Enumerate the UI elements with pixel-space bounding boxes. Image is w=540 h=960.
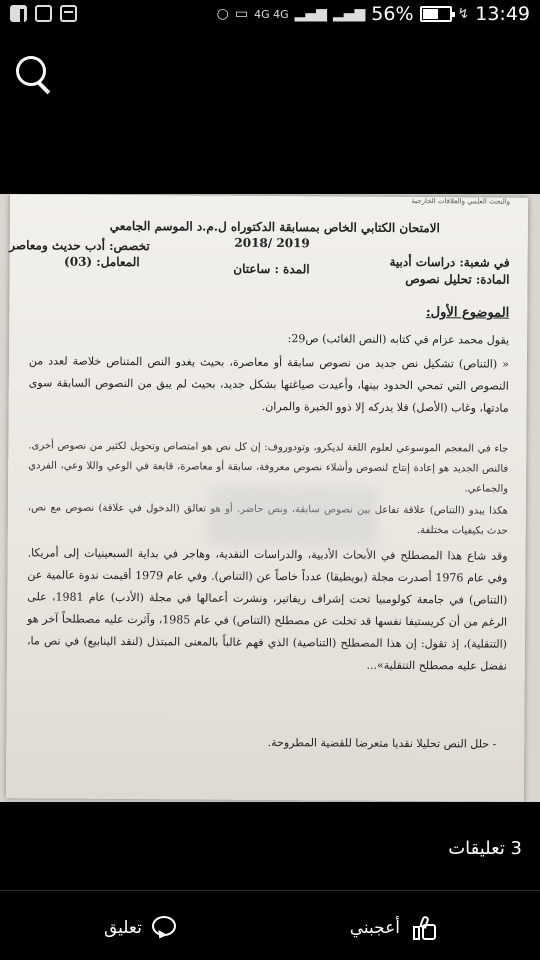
topic-heading: الموضوع الأول: <box>425 305 510 321</box>
comment-label: تعليق <box>104 918 142 938</box>
intro-line: يقول محمد عزام في كتابه (النص الغائب) ص29: <box>287 332 510 347</box>
thumbs-up-icon <box>410 915 436 941</box>
post-photo[interactable] <box>0 194 540 802</box>
paragraph-1: « (التناص) تشكيل نص جديد من نصوص سابقة أو معاصرة، بحيث يغدو النص المتناص خلاصة لعدد من النصوص التي تمحي الحدود بينها، وأعيدت صياغتها بشكل جديد، بحيث لم يبق من النصوص السابقة سوى مادتها، وغاب (الأصل) فلا يدركه إلا ذوو الخبرة والمران. <box>28 354 509 415</box>
status-bar <box>0 0 540 30</box>
paragraph-3: هكذا يبدو (التناص) علاقة تفاعل بين نصوص سابقة، ونص حاضر. أو هو تعالق (الدخول في علاقة) نصوص مع نص، حدث بكيفيات مختلفة. <box>27 502 508 537</box>
clock: 13:49 <box>475 3 530 25</box>
exam-text <box>9 194 511 751</box>
calendar-icon <box>35 5 52 22</box>
signal-icon: ▂▄▆ <box>294 6 327 22</box>
facebook-icon <box>10 5 27 22</box>
comment-bubble-icon <box>152 916 178 940</box>
charging-icon: ↯ <box>457 6 470 22</box>
battery-icon <box>420 6 452 22</box>
headset-icon: ○ <box>216 6 229 22</box>
battery-percent: 56% <box>371 3 414 25</box>
comments-count[interactable]: 3 تعليقات <box>448 838 522 859</box>
network-label: 4G 4G <box>254 7 289 21</box>
system-indicators <box>217 3 530 25</box>
notification-icons <box>10 5 77 22</box>
exam-paper <box>6 194 528 802</box>
watermark-stamp <box>208 486 378 547</box>
header-top: والبحث العلمي والعلاقات الخارجية <box>411 197 511 206</box>
exam-subject: المادة: تحليل نصوص <box>405 271 510 287</box>
like-button[interactable] <box>350 908 436 948</box>
vibrate-icon: ▭ <box>234 6 249 22</box>
exam-specialization: تخصص: أدب حديث ومعاصر <box>9 238 150 254</box>
signal-icon-2: ▂▄▆ <box>332 6 366 22</box>
exam-duration: المدة : ساعتان <box>233 261 310 277</box>
comment-button[interactable] <box>104 908 178 948</box>
paragraph-4: وقد شاع هذا المصطلح في الأبحاث الأدبية، والدراسات النقدية، وهاجر في بداية السبعينيات إلى أمريكا. وفي عام 1976 أصدرت مجلة (بويطيقا) عدداً خاصاً عن (التناص). وفي عام 1979 أقيمت ندوة عالمية عن (التناص) في جامعة كولومبيا تحت إشراف ريفاتير، ونشرت أعمالها في مجلة (الأدب) عام 1981، على الرغم من أن كريستيفا نفسها قد تخلت عن مصطلح (التناص) في عام 1985، وآثرت عليه مصطلحاً آخر هو (التنقلية)، إذ تقول: إن هذا المصطلح (التناصية) الذي فهم غالباً بالمعنى المبتذل (لنقد الينابيع) في نص ما، نفضل عليه مصطلح التنقلية»... <box>26 546 508 673</box>
exam-year: 2019 /2018 <box>234 235 310 251</box>
exam-title: الامتحان الكتابي الخاص بمسابقة الدكتوراه ل.م.د الموسم الجامعي <box>109 218 440 236</box>
divider <box>0 890 540 891</box>
exam-coefficient: المعامل: (03) <box>64 254 140 270</box>
paragraph-2: جاء في المعجم الموسوعي لعلوم اللغة لديكرو، وتودوروف: إن كل نص هو امتصاص وتحويل لكثير من نصوص أخرى. فالنص الجديد هو إعادة إنتاج لنصوص وأشلاء نصوص معروفة، سابقة أو معاصرة، قابعة في الوعي واللا وعي، الفردي والجماعي. <box>28 440 509 495</box>
like-label: أعجبني <box>349 918 400 938</box>
image-icon <box>60 5 77 22</box>
exam-branch: في شعبة: دراسات أدبية <box>389 254 510 270</box>
task-line: - حلل النص تحليلا نقديا متعرضا للقضية المطروحة. <box>267 736 497 751</box>
search-icon <box>16 56 46 86</box>
search-button[interactable] <box>14 54 56 96</box>
